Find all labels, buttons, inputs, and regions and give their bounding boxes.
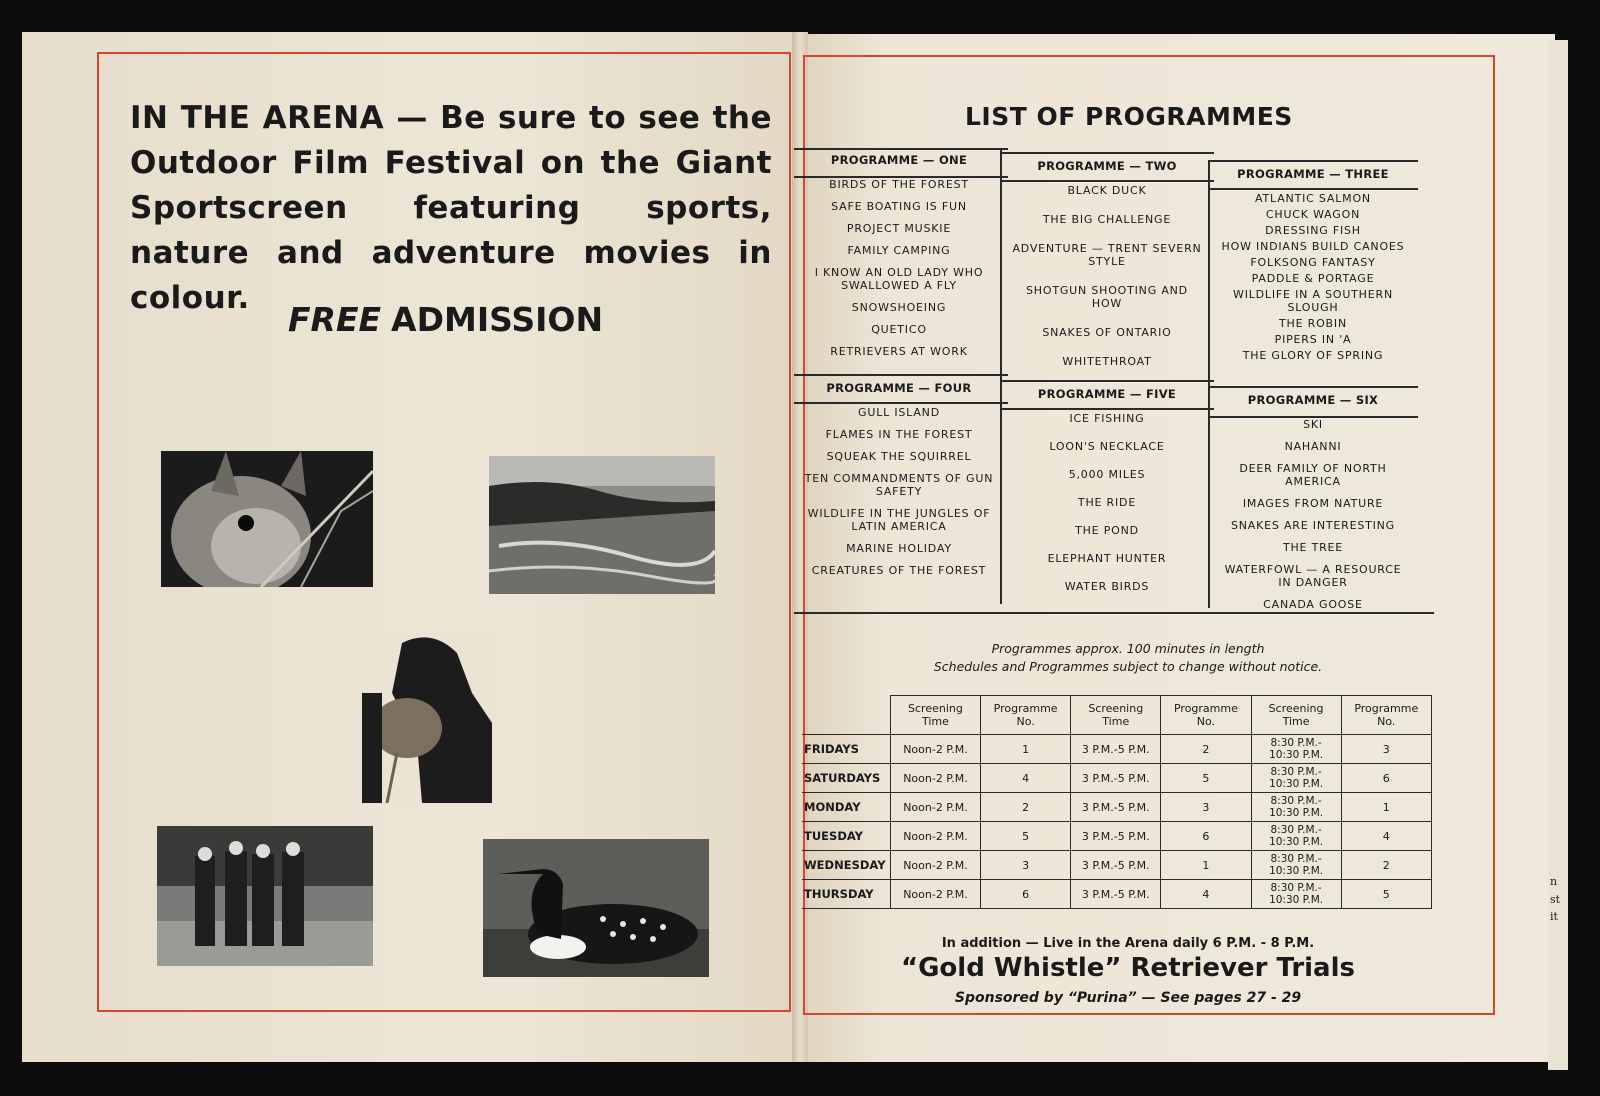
retriever-dog-photo	[362, 633, 494, 803]
film-title: ELEPHANT HUNTER	[1047, 552, 1167, 565]
film-title: NAHANNI	[1284, 440, 1342, 453]
evening-time-cell	[1251, 822, 1341, 851]
time-end: 10:30 P.M.	[1269, 865, 1324, 877]
grid-rule	[1208, 160, 1418, 162]
film-title: THE RIDE	[1077, 496, 1137, 509]
grid-rule	[794, 374, 1008, 376]
film-title: WATER BIRDS	[1064, 580, 1150, 593]
time-end: 10:30 P.M.	[1269, 894, 1324, 906]
evening-time-cell	[1251, 851, 1341, 880]
programme-cell: 5	[1161, 764, 1251, 793]
day-cell: TUESDAY	[802, 822, 891, 851]
live-addition-note: In addition — Live in the Arena daily 6 P.M. - 8 P.M.	[941, 936, 1315, 951]
table-row	[802, 851, 1432, 880]
column-header: Screening Time	[1251, 696, 1341, 735]
programme-cell: 2	[1341, 851, 1431, 880]
time-end: 10:30 P.M.	[1269, 749, 1324, 761]
film-title: BLACK DUCK	[1067, 184, 1147, 197]
film-title: PIPERS IN 'A	[1274, 333, 1352, 346]
film-title: CREATURES OF THE FOREST	[811, 564, 987, 577]
blank-header	[802, 696, 891, 735]
edge-glyph: st	[1550, 893, 1561, 906]
film-title: ATLANTIC SALMON	[1255, 192, 1371, 205]
film-title: HOW INDIANS BUILD CANOES	[1221, 240, 1405, 253]
evening-time-cell	[1251, 735, 1341, 764]
programme-cell: 1	[980, 735, 1070, 764]
film-title: TEN COMMANDMENTS OF GUN SAFETY	[804, 472, 994, 498]
film-title: FLAMES IN THE FOREST	[825, 428, 973, 441]
film-title: LOON'S NECKLACE	[1049, 440, 1165, 453]
time-cell: Noon-2 P.M.	[891, 822, 981, 851]
film-title: SQUEAK THE SQUIRREL	[826, 450, 972, 463]
film-title: SNAKES OF ONTARIO	[1042, 326, 1172, 339]
programme-cell: 4	[1161, 880, 1251, 909]
programme-cell: 1	[1161, 851, 1251, 880]
table-row	[802, 735, 1432, 764]
arena-headline: IN THE ARENA — Be sure to see the Outdoor Film Festival on the Giant Sportscreen featuring sports, nature and adventure movies in colour.	[130, 100, 772, 316]
sponsor-line: Sponsored by “Purina” — See pages 27 - 29	[954, 990, 1302, 1006]
table-row	[802, 764, 1432, 793]
programme-heading: PROGRAMME — SIX	[1247, 393, 1379, 407]
time-start: 8:30 P.M.-	[1270, 737, 1322, 749]
programme-cell: 2	[1161, 735, 1251, 764]
time-cell: Noon-2 P.M.	[891, 880, 981, 909]
film-title: WILDLIFE IN A SOUTHERN SLOUGH	[1233, 288, 1393, 314]
programme-two	[1002, 156, 1212, 377]
column-header: Screening Time	[891, 696, 981, 735]
time-start: 8:30 P.M.-	[1270, 795, 1322, 807]
film-title: MARINE HOLIDAY	[846, 542, 952, 555]
film-title: CHUCK WAGON	[1265, 208, 1361, 221]
film-title: CANADA GOOSE	[1263, 598, 1363, 611]
fishermen-photo	[157, 826, 373, 966]
programme-cell: 6	[1161, 822, 1251, 851]
programme-four	[794, 378, 1004, 586]
river-rapids-photo	[489, 456, 715, 594]
edge-glyph: it	[1550, 910, 1558, 923]
film-title: SKI	[1303, 418, 1323, 431]
programme-heading: PROGRAMME — FOUR	[826, 381, 972, 395]
column-header: Programme No.	[1341, 696, 1431, 735]
film-title: ADVENTURE — TRENT SEVERN STYLE	[1012, 242, 1202, 268]
programme-notes	[808, 640, 1448, 676]
film-title: BIRDS OF THE FOREST	[829, 178, 969, 191]
evening-time-cell	[1251, 880, 1341, 909]
time-cell: Noon-2 P.M.	[891, 735, 981, 764]
back-cover-edge	[1548, 40, 1568, 1070]
squirrel-photo	[161, 451, 373, 587]
film-title: DEER FAMILY OF NORTH AMERICA	[1239, 462, 1387, 488]
retriever-trials-title: “Gold Whistle” Retriever Trials	[900, 953, 1355, 983]
programme-cell: 4	[980, 764, 1070, 793]
time-cell: Noon-2 P.M.	[891, 851, 981, 880]
film-title: RETRIEVERS AT WORK	[830, 345, 968, 358]
programme-heading: PROGRAMME — THREE	[1237, 167, 1389, 181]
film-title: SHOTGUN SHOOTING AND HOW	[1026, 284, 1188, 310]
day-cell: SATURDAYS	[802, 764, 891, 793]
programme-one	[794, 150, 1004, 367]
programme-cell: 1	[1341, 793, 1431, 822]
film-title: THE POND	[1075, 524, 1139, 537]
programme-six	[1208, 390, 1418, 620]
time-end: 10:30 P.M.	[1269, 807, 1324, 819]
film-title: QUETICO	[871, 323, 927, 336]
grid-rule	[1000, 152, 1214, 154]
film-title: PROJECT MUSKIE	[846, 222, 952, 235]
length-note: Programmes approx. 100 minutes in length	[991, 641, 1265, 656]
film-title: GULL ISLAND	[858, 406, 940, 419]
table-row	[802, 880, 1432, 909]
film-title: SNAKES ARE INTERESTING	[1230, 519, 1396, 532]
film-title: THE GLORY OF SPRING	[1242, 349, 1384, 362]
day-cell: THURSDAY	[802, 880, 891, 909]
film-title: FOLKSONG FANTASY	[1250, 256, 1376, 269]
programme-heading: PROGRAMME — ONE	[830, 153, 968, 167]
time-cell: 3 P.M.-5 P.M.	[1071, 822, 1161, 851]
day-cell: FRIDAYS	[802, 735, 891, 764]
film-title: WILDLIFE IN THE JUNGLES OF LATIN AMERICA	[807, 507, 991, 533]
time-start: 8:30 P.M.-	[1270, 766, 1322, 778]
column-header: Screening Time	[1071, 696, 1161, 735]
programme-cell: 3	[1161, 793, 1251, 822]
time-start: 8:30 P.M.-	[1270, 882, 1322, 894]
film-title: I KNOW AN OLD LADY WHO SWALLOWED A FLY	[814, 266, 984, 292]
grid-rule	[1000, 380, 1214, 382]
time-start: 8:30 P.M.-	[1270, 853, 1322, 865]
film-title: THE ROBIN	[1279, 317, 1347, 330]
screening-schedule-table	[802, 695, 1432, 909]
film-title: WHITETHROAT	[1062, 355, 1152, 368]
loon-photo	[483, 839, 709, 977]
programme-heading: PROGRAMME — TWO	[1037, 159, 1177, 173]
schedule-header-row	[802, 696, 1432, 735]
table-row	[802, 822, 1432, 851]
time-cell: Noon-2 P.M.	[891, 793, 981, 822]
day-cell: MONDAY	[802, 793, 891, 822]
programme-cell: 6	[980, 880, 1070, 909]
admission-word: ADMISSION	[391, 300, 604, 339]
programme-cell: 4	[1341, 822, 1431, 851]
programme-cell: 3	[1341, 735, 1431, 764]
day-cell: WEDNESDAY	[802, 851, 891, 880]
programme-cell: 5	[980, 822, 1070, 851]
time-cell: 3 P.M.-5 P.M.	[1071, 764, 1161, 793]
grid-rule	[1208, 386, 1418, 388]
programmes-title: LIST OF PROGRAMMES	[965, 102, 1293, 131]
time-end: 10:30 P.M.	[1269, 778, 1324, 790]
film-title: FAMILY CAMPING	[847, 244, 951, 257]
time-start: 8:30 P.M.-	[1270, 824, 1322, 836]
programme-five	[1002, 384, 1212, 602]
film-title: IMAGES FROM NATURE	[1242, 497, 1384, 510]
programme-cell: 5	[1341, 880, 1431, 909]
programme-three	[1208, 164, 1418, 365]
film-title: 5,000 MILES	[1068, 468, 1146, 481]
column-header: Programme No.	[980, 696, 1070, 735]
evening-time-cell	[1251, 793, 1341, 822]
table-row	[802, 793, 1432, 822]
programme-heading: PROGRAMME — FIVE	[1037, 387, 1177, 401]
free-word: FREE	[288, 300, 382, 339]
film-title: PADDLE & PORTAGE	[1251, 272, 1375, 285]
time-cell: 3 P.M.-5 P.M.	[1071, 735, 1161, 764]
time-cell: 3 P.M.-5 P.M.	[1071, 793, 1161, 822]
time-cell: Noon-2 P.M.	[891, 764, 981, 793]
film-title: SAFE BOATING IS FUN	[831, 200, 967, 213]
time-cell: 3 P.M.-5 P.M.	[1071, 851, 1161, 880]
time-cell: 3 P.M.-5 P.M.	[1071, 880, 1161, 909]
programme-cell: 6	[1341, 764, 1431, 793]
change-note: Schedules and Programmes subject to change without notice.	[933, 659, 1323, 674]
programme-cell: 3	[980, 851, 1070, 880]
programme-grid	[804, 148, 1448, 618]
film-title: THE BIG CHALLENGE	[1042, 213, 1172, 226]
film-title: THE TREE	[1282, 541, 1344, 554]
free-admission	[288, 300, 603, 339]
film-title: ICE FISHING	[1069, 412, 1145, 425]
film-title: SNOWSHOEING	[851, 301, 947, 314]
programme-cell: 2	[980, 793, 1070, 822]
film-title: DRESSING FISH	[1265, 224, 1361, 237]
evening-time-cell	[1251, 764, 1341, 793]
film-title: WATERFOWL — A RESOURCE IN DANGER	[1224, 563, 1402, 589]
time-end: 10:30 P.M.	[1269, 836, 1324, 848]
edge-glyph: n	[1550, 875, 1558, 888]
column-header: Programme No.	[1161, 696, 1251, 735]
